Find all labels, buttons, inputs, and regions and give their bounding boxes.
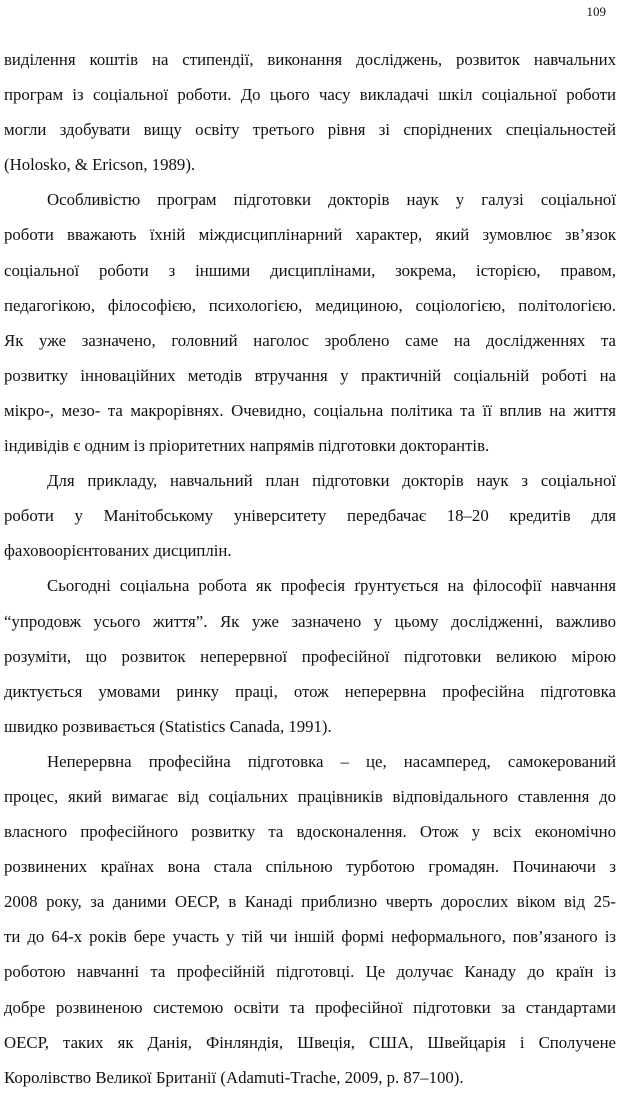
text-line: диктується умовами ринку праці, отож неперервна професійна підготовка bbox=[4, 681, 616, 701]
text-line: добре розвиненою системою освіти та професійної підготовки за стандартами bbox=[4, 997, 616, 1017]
paragraph-1 bbox=[4, 42, 616, 182]
text-line: власного професійного розвитку та вдосконалення. Отож у всіх економічно bbox=[4, 822, 616, 842]
text-line: розвинених країнах вона стала спільною турботою громадян. Починаючи з bbox=[4, 857, 616, 877]
text-line: індивідів є одним із пріоритетних напрямів підготовки докторантів. bbox=[4, 436, 490, 456]
text-line: педагогікою, філософією, психологією, медициною, соціологією, політологією. bbox=[4, 295, 616, 315]
text-line: 2008 року, за даними ОЕСР, в Канаді приблизно чверть дорослих віком від 25- bbox=[4, 892, 616, 912]
text-line: Неперервна професійна підготовка – це, насамперед, самокерований bbox=[47, 751, 616, 771]
paragraph-5 bbox=[4, 744, 616, 1095]
text-line: Для прикладу, навчальний план підготовки докторів наук з соціальної bbox=[47, 471, 616, 491]
text-line: ОЕСР, таких як Данія, Фінляндія, Швеція, США, Швейцарія і Сполучене bbox=[4, 1032, 616, 1052]
page-number: 109 bbox=[586, 4, 606, 19]
text-line: Як уже зазначено, головний наголос зроблено саме на дослідженнях та bbox=[4, 330, 616, 350]
text-column bbox=[4, 42, 616, 1095]
text-line: роботою навчанні та професійній підготовці. Це долучає Канаду до країн із bbox=[4, 962, 616, 982]
paragraph-2 bbox=[4, 182, 616, 463]
text-line: фаховоорієнтованих дисциплін. bbox=[4, 541, 232, 561]
text-line: могли здобувати вищу освіту третього рівня зі споріднених спеціальностей bbox=[4, 120, 616, 140]
text-line: виділення коштів на стипендії, виконання досліджень, розвиток навчальних bbox=[4, 50, 616, 69]
text-line: процес, який вимагає від соціальних працівників відповідального ставлення до bbox=[4, 786, 616, 806]
text-line: Сьогодні соціальна робота як професія ґрунтується на філософії навчання bbox=[47, 576, 616, 596]
text-line: швидко розвивається (Statistics Canada, 1991). bbox=[4, 716, 332, 736]
text-line: (Holosko, & Ericson, 1989). bbox=[4, 155, 196, 175]
text-line: розуміти, що розвиток неперервної професійної підготовки великою мірою bbox=[4, 646, 616, 666]
text-line: ти до 64-х років бере участь у тій чи іншій формі неформального, пов’язаного із bbox=[4, 927, 616, 947]
text-line: соціальної роботи з іншими дисциплінами, зокрема, історією, правом, bbox=[4, 260, 616, 280]
text-line: Особливістю програм підготовки докторів наук у галузі соціальної bbox=[47, 190, 616, 210]
text-line: роботи у Манітобському університету передбачає 18–20 кредитів для bbox=[4, 506, 616, 526]
text-line: мікро-, мезо- та макрорівнях. Очевидно, соціальна політика та її вплив на життя bbox=[4, 400, 616, 420]
text-line: Королівство Великої Британії (Adamuti-Trache, 2009, p. 87–100). bbox=[4, 1067, 464, 1087]
text-line: роботи вважають їхній міждисциплінарний характер, який зумовлює зв’язок bbox=[4, 225, 616, 245]
paragraph-3 bbox=[4, 463, 616, 568]
text-line: програм із соціальної роботи. До цього часу викладачі шкіл соціальної роботи bbox=[4, 85, 616, 105]
paragraph-4 bbox=[4, 568, 616, 743]
text-line: “упродовж усього життя”. Як уже зазначено у цьому дослідженні, важливо bbox=[4, 611, 616, 631]
text-line: розвитку інноваційних методів втручання у практичній соціальній роботі на bbox=[4, 365, 616, 385]
